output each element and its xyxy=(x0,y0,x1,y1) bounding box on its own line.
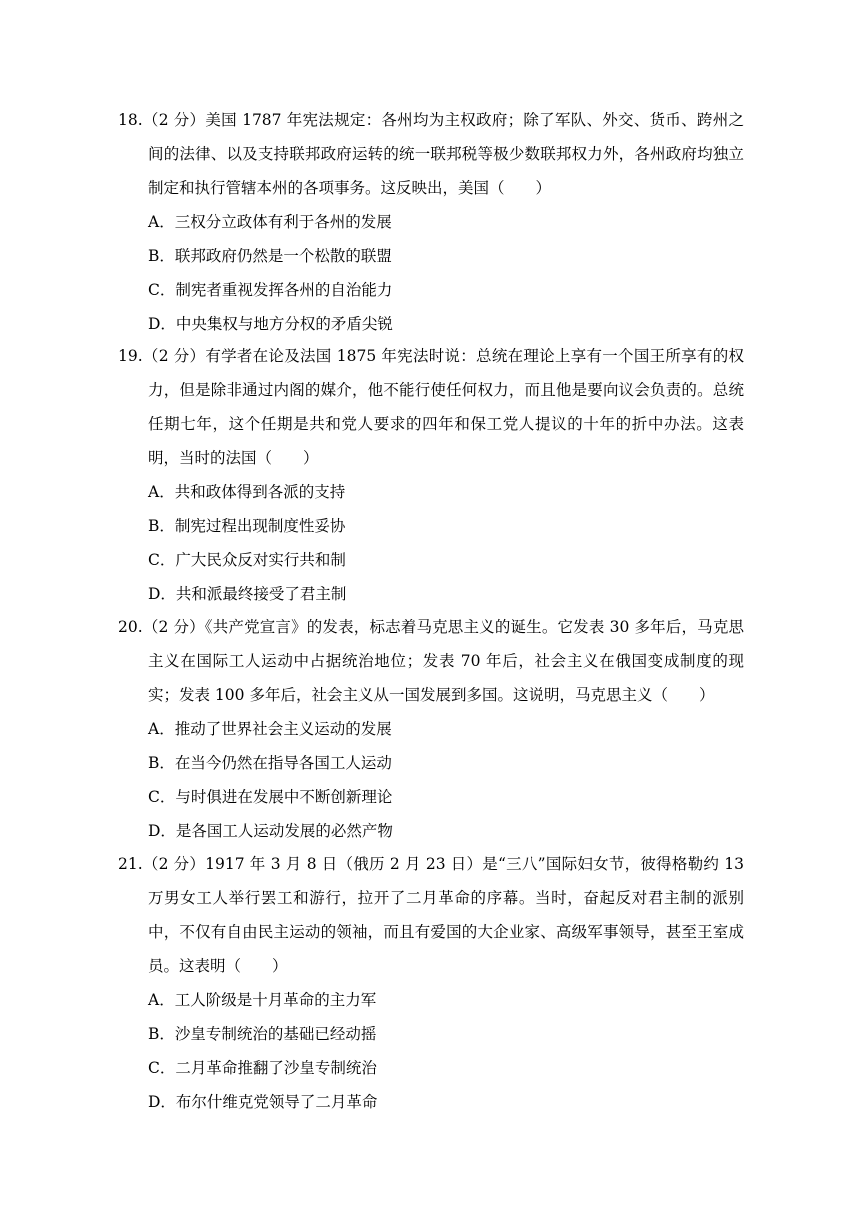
option-d: D．布尔什维克党领导了二月革命 xyxy=(148,1093,378,1111)
option-b: B．沙皇专制统治的基础已经动摇 xyxy=(148,1025,377,1043)
question-20 xyxy=(118,610,744,848)
question-19 xyxy=(118,339,744,611)
option-a: A．共和政体得到各派的支持 xyxy=(148,483,346,501)
question-21 xyxy=(118,847,744,1119)
option-b: B．制宪过程出现制度性妥协 xyxy=(148,517,346,535)
question-18 xyxy=(118,103,744,341)
question-stem: 18.（2 分）美国 1787 年宪法规定：各州均为主权政府；除了军队、外交、货币、跨州之间的法律、以及支持联邦政府运转的统一联邦税等极少数联邦权力外，各州政府均独立制定和执行管辖本州的各项事务。这反映出，美国（ ） xyxy=(118,111,744,197)
option-c: C．二月革命推翻了沙皇专制统治 xyxy=(148,1059,377,1077)
option-c: C．与时俱进在发展中不断创新理论 xyxy=(148,788,393,806)
option-a: A．推动了世界社会主义运动的发展 xyxy=(148,720,392,738)
question-stem: 19.（2 分）有学者在论及法国 1875 年宪法时说：总统在理论上享有一个国王所享有的权力，但是除非通过内阁的媒介，他不能行使任何权力，而且他是要向议会负责的。总统任期七年，这个任期是共和党人要求的四年和保工党人提议的十年的折中办法。这表明，当时的法国（ ） xyxy=(118,347,744,467)
option-b: B．在当今仍然在指导各国工人运动 xyxy=(148,754,392,772)
option-a: A．三权分立政体有利于各州的发展 xyxy=(148,213,392,231)
option-c: C．广大民众反对实行共和制 xyxy=(148,551,346,569)
option-d: D．中央集权与地方分权的矛盾尖锐 xyxy=(148,315,393,333)
question-stem: 21.（2 分）1917 年 3 月 8 日（俄历 2 月 23 日）是“三八”国际妇女节，彼得格勒约 13 万男女工人举行罢工和游行，拉开了二月革命的序幕。当时，奋起反对君主制的派别中，不仅有自由民主运动的领袖，而且有爱国的大企业家、高级军事领导，甚至王室成员。这表明（ ） xyxy=(118,855,744,975)
option-a: A．工人阶级是十月革命的主力军 xyxy=(148,991,377,1009)
option-b: B．联邦政府仍然是一个松散的联盟 xyxy=(148,247,392,265)
option-c: C．制宪者重视发挥各州的自治能力 xyxy=(148,281,393,299)
option-d: D．是各国工人运动发展的必然产物 xyxy=(148,822,393,840)
option-d: D．共和派最终接受了君主制 xyxy=(148,585,347,603)
question-stem: 20.（2 分）《共产党宣言》的发表，标志着马克思主义的诞生。它发表 30 多年后，马克思主义在国际工人运动中占据统治地位；发表 70 年后，社会主义在俄国变成制度的现实；发表 100 多年后，社会主义从一国发展到多国。这说明，马克思主义（ ） xyxy=(118,618,744,704)
